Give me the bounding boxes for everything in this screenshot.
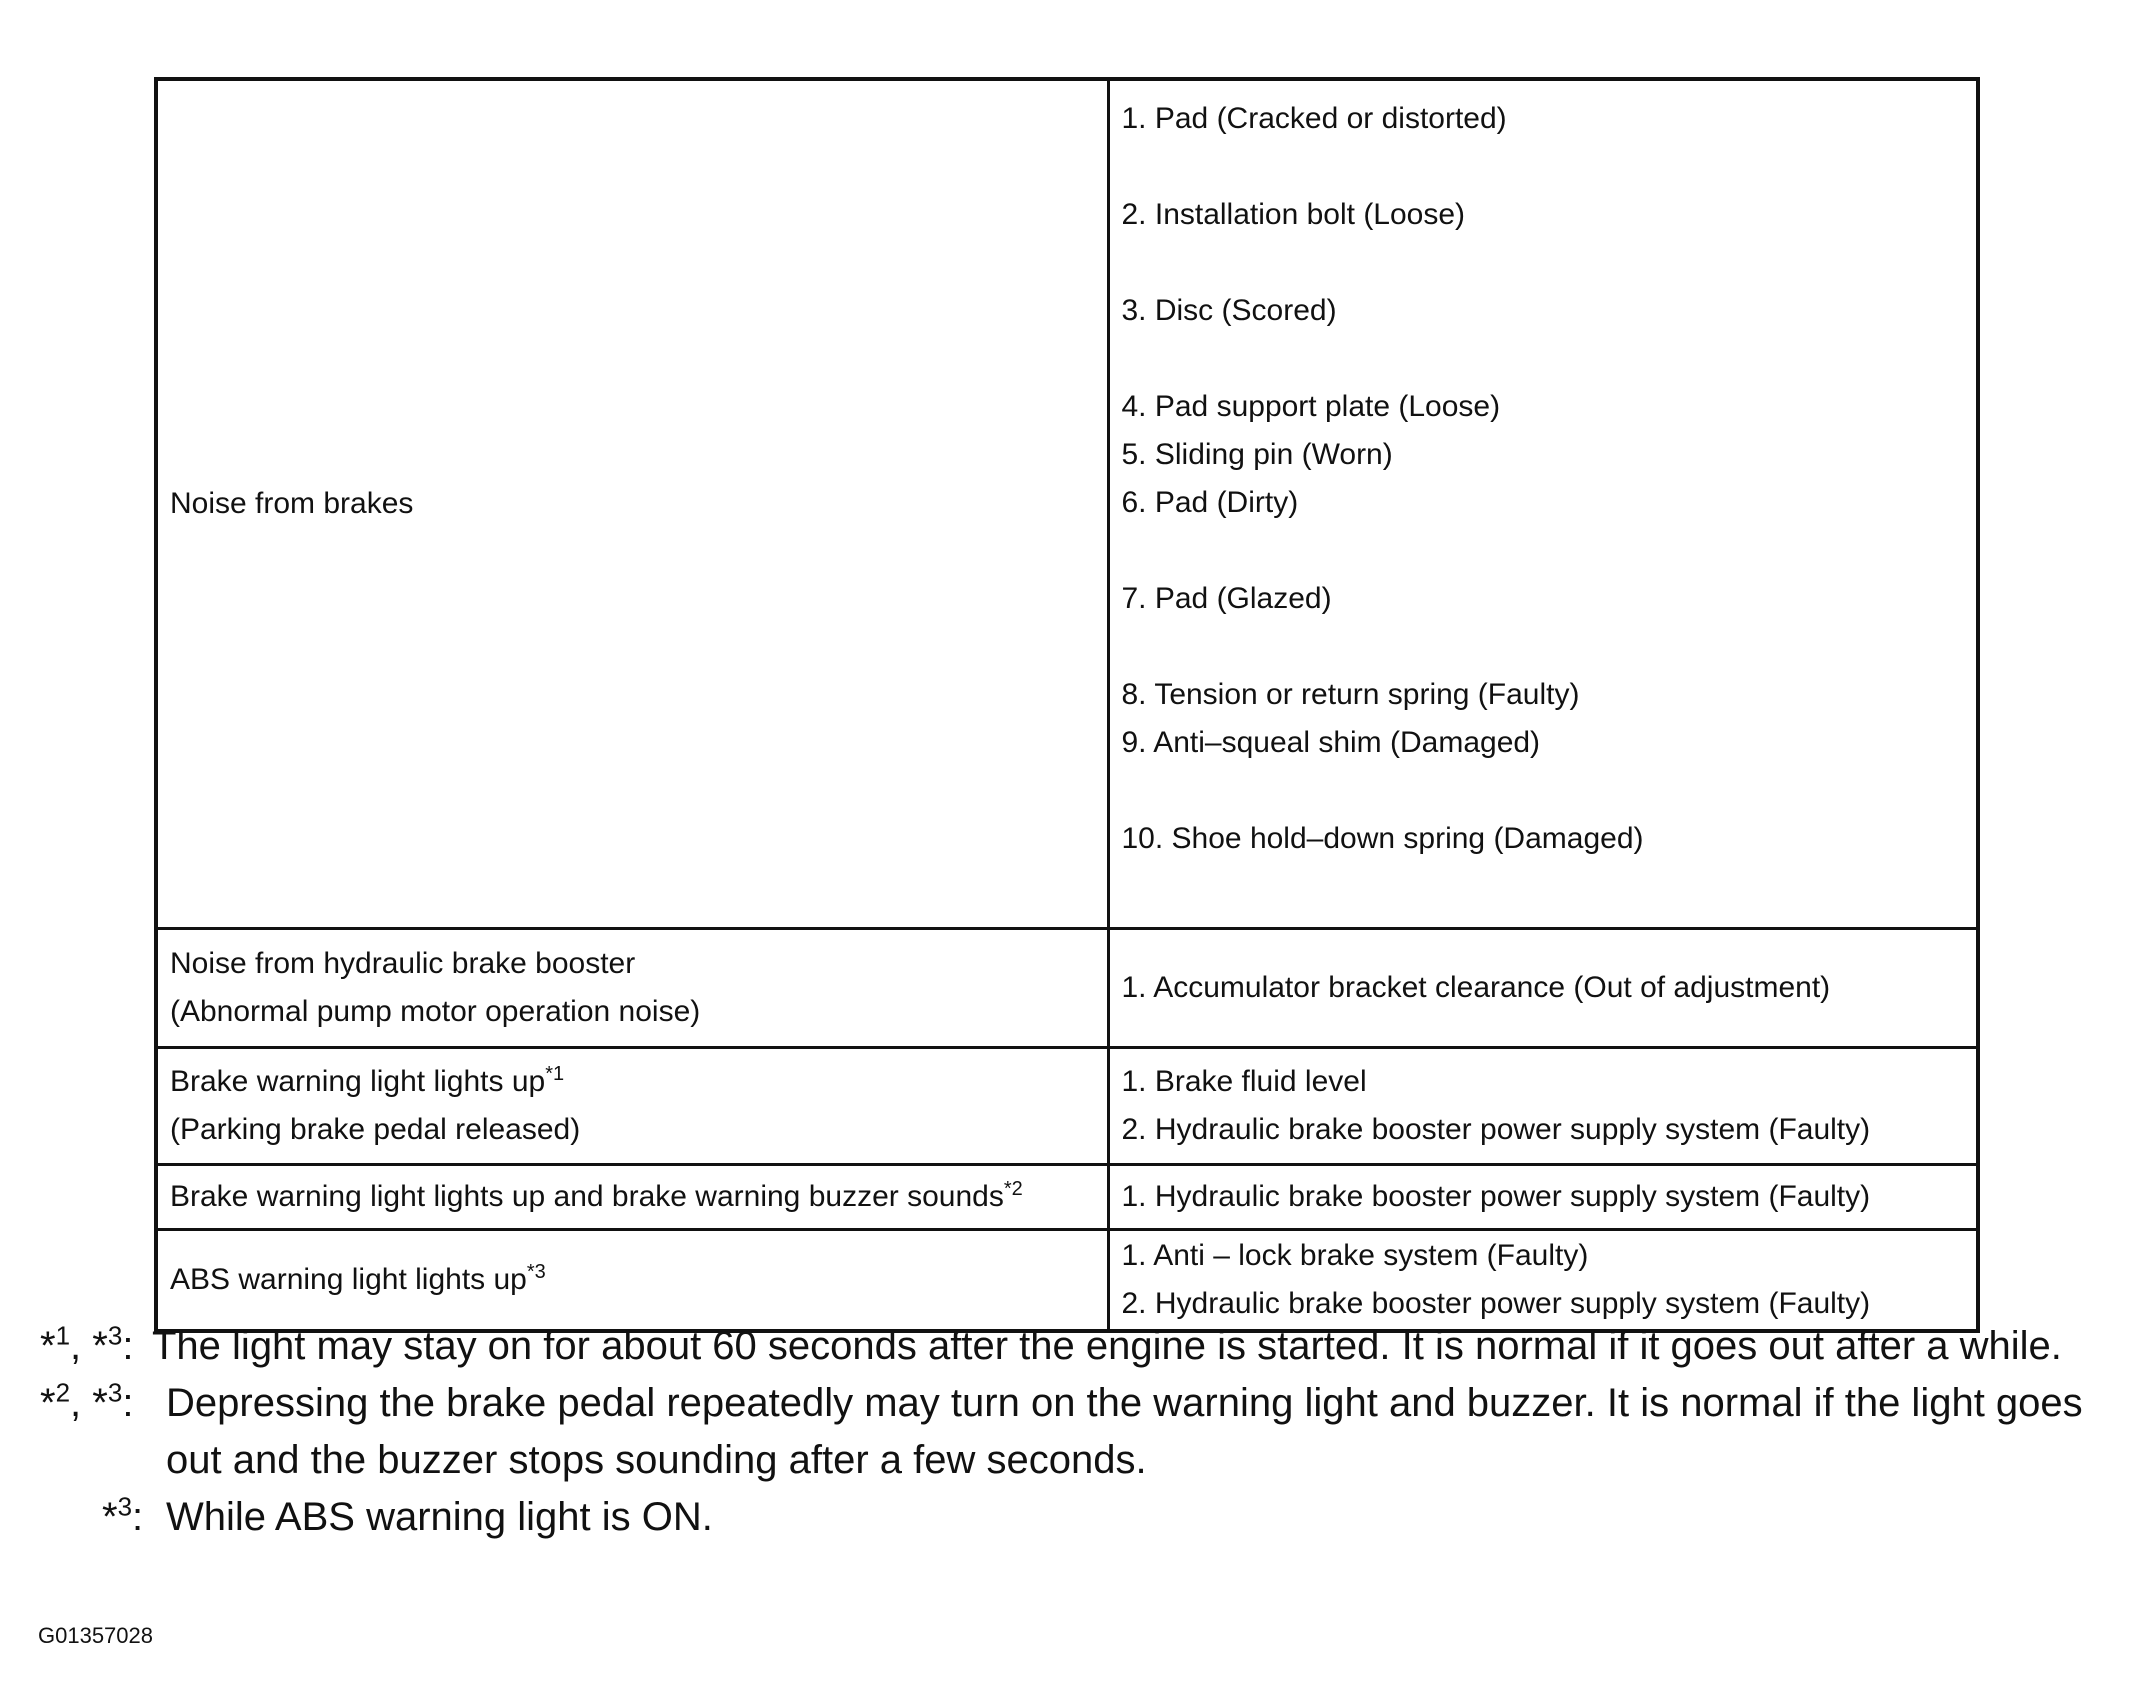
footnote-marker: *$^3$:	[102, 1491, 144, 1539]
symptom-text: Brake warning light lights up and brake warning buzzer sounds$^{*2}$	[170, 1178, 1023, 1213]
suspect-area-item: 5. Sliding pin (Worn)	[1121, 438, 1393, 471]
symptom-cell	[156, 1165, 1108, 1230]
symptom-cell	[156, 1230, 1108, 1332]
table-row	[156, 1230, 1978, 1332]
symptom-cell	[156, 929, 1108, 1048]
table-row	[156, 1048, 1978, 1165]
suspect-area-cell	[1108, 79, 1978, 929]
suspect-area-item: 2. Hydraulic brake booster power supply system (Faulty)	[1121, 1113, 1871, 1146]
symptom-text: Noise from hydraulic brake booster	[170, 947, 636, 980]
symptom-text: (Parking brake pedal released)	[170, 1113, 581, 1146]
symptom-text: Brake warning light lights $up^{*1}$	[170, 1063, 565, 1098]
footnote-ref: *3	[526, 1261, 546, 1283]
suspect-area-item: 10. Shoe hold–down spring (Damaged)	[1121, 822, 1644, 855]
suspect-area-item: 7. Pad (Glazed)	[1121, 582, 1332, 615]
footnotes	[40, 1318, 2120, 1546]
footnote	[40, 1318, 2120, 1375]
symptom-cell	[156, 79, 1108, 929]
suspect-area-cell	[1108, 929, 1978, 1048]
footnote	[40, 1489, 2120, 1546]
figure-id: G01357028	[38, 1623, 153, 1648]
table-row	[156, 79, 1978, 929]
symptom-text: (Abnormal pump motor operation noise)	[170, 995, 701, 1028]
suspect-area-item: 6. Pad (Dirty)	[1121, 486, 1299, 519]
footnote-marker: *$^2$, *$^3$:	[40, 1377, 134, 1425]
symptom-cell	[156, 1048, 1108, 1165]
symptom-text: Noise from brakes	[170, 487, 414, 520]
footnote-ref: *1	[545, 1063, 565, 1085]
footnote-ref: *2	[1003, 1178, 1023, 1200]
symptom-text: ABS warning light lights $up^{*3}$	[170, 1261, 546, 1296]
suspect-area-item: 1. Pad (Cracked or distorted)	[1121, 102, 1507, 135]
suspect-area-item: 3. Disc (Scored)	[1121, 294, 1337, 327]
footnote-text: While ABS warning light is ON.	[166, 1495, 713, 1539]
suspect-area-item: 2. Installation bolt (Loose)	[1121, 198, 1466, 231]
suspect-area-item: 1. Hydraulic brake booster power supply system (Faulty)	[1121, 1180, 1871, 1213]
suspect-area-item: 1. Accumulator bracket clearance (Out of adjustment)	[1121, 971, 1831, 1004]
table-row	[156, 1165, 1978, 1230]
suspect-area-item: 4. Pad support plate (Loose)	[1121, 390, 1501, 423]
footnote-text: Depressing the brake pedal repeatedly may turn on the warning light and buzzer. It is normal if the light goes out and the buzzer stops sounding after a few seconds.	[166, 1381, 2083, 1482]
footnote-text: The light may stay on for about 60 seconds after the engine is started. It is normal if it goes out after a while.	[152, 1324, 2062, 1368]
footnote-marker: *$^1$, *$^3$:	[40, 1320, 134, 1368]
suspect-area-item: 2. Hydraulic brake booster power supply system (Faulty)	[1121, 1287, 1871, 1320]
suspect-area-cell	[1108, 1165, 1978, 1230]
footnote	[40, 1375, 2120, 1489]
problem-symptoms-table	[154, 77, 1980, 1333]
suspect-area-cell	[1108, 1048, 1978, 1165]
suspect-area-item: 8. Tension or return spring (Faulty)	[1121, 678, 1580, 711]
suspect-area-cell	[1108, 1230, 1978, 1332]
suspect-area-item: 1. Anti – lock brake system (Faulty)	[1121, 1239, 1589, 1272]
table-row	[156, 929, 1978, 1048]
suspect-area-item: 9. Anti–squeal shim (Damaged)	[1121, 726, 1541, 759]
suspect-area-item: 1. Brake fluid level	[1121, 1065, 1367, 1098]
